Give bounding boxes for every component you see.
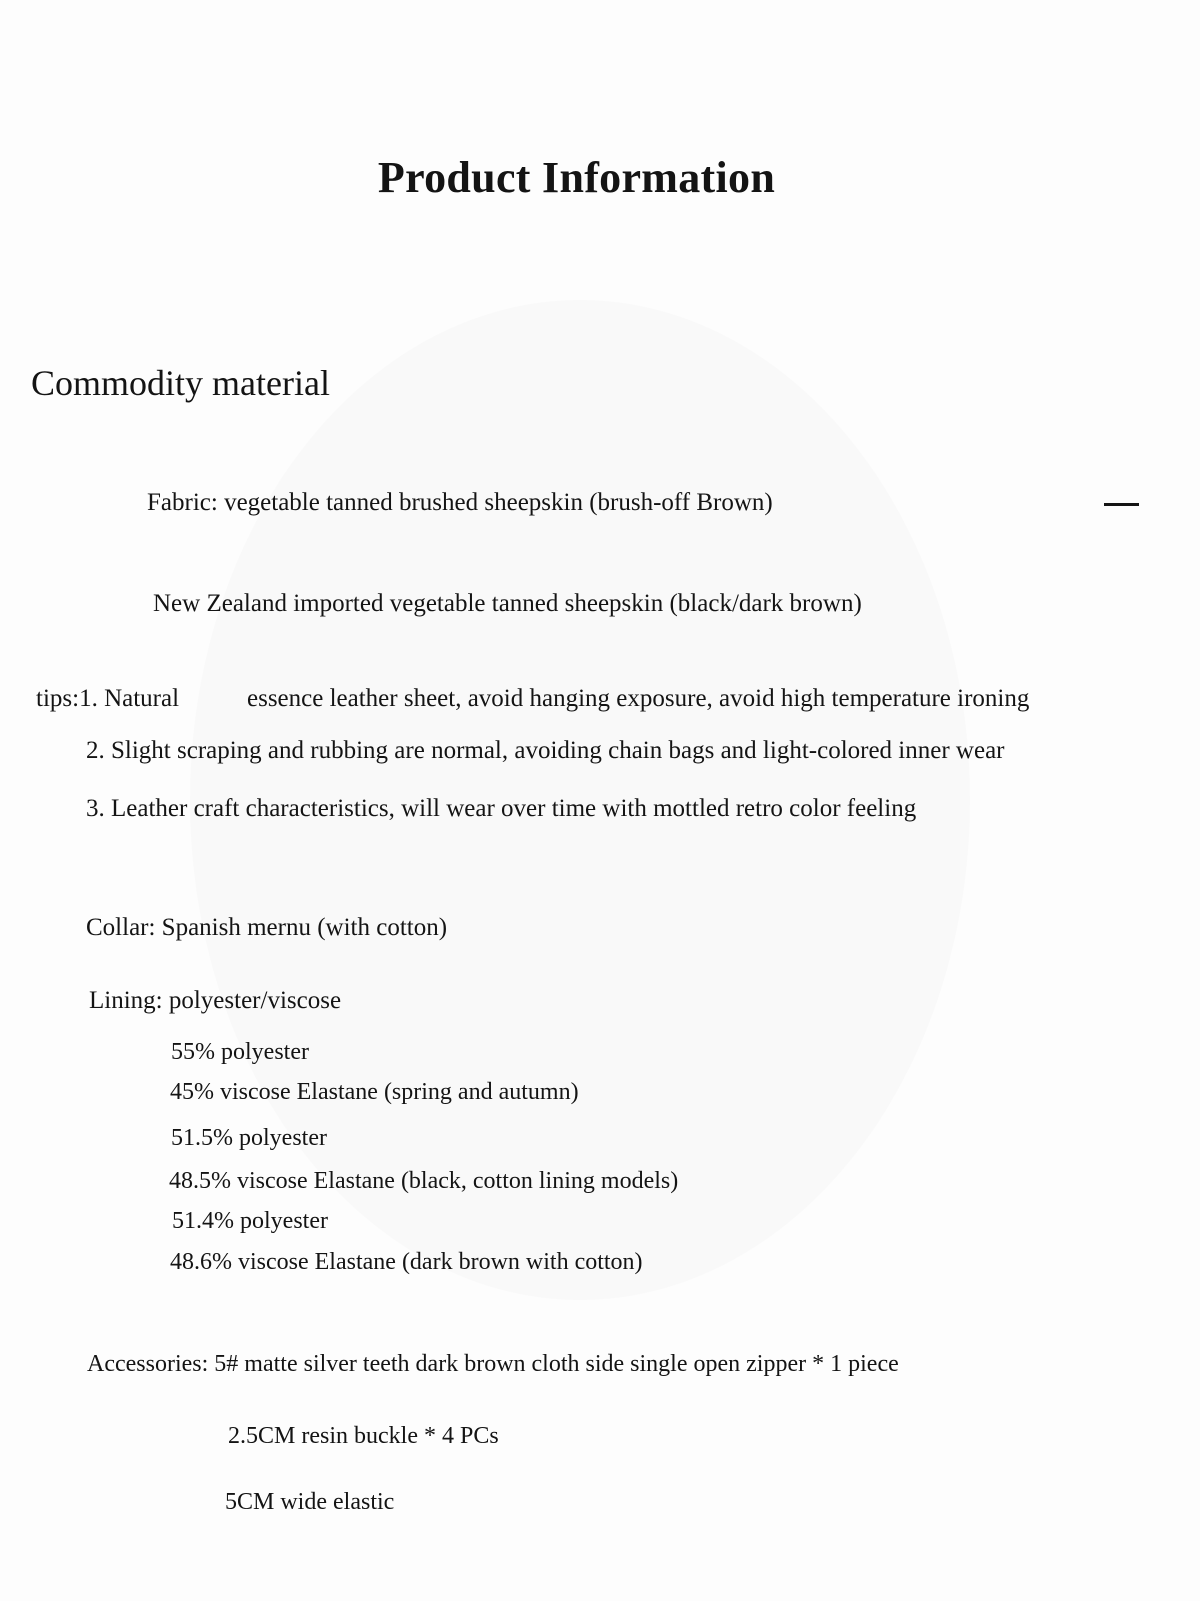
dash-mark <box>1104 503 1139 506</box>
collar-line: Collar: Spanish mernu (with cotton) <box>86 914 448 941</box>
tips-item-2: 2. Slight scraping and rubbing are normal, avoiding chain bags and light-colored inner wear <box>86 737 1005 764</box>
lining-item: 48.5% viscose Elastane (black, cotton lining models) <box>169 1168 679 1194</box>
accessories-buckle: 2.5CM resin buckle * 4 PCs <box>228 1423 499 1449</box>
lining-item: 45% viscose Elastane (spring and autumn) <box>170 1079 579 1105</box>
accessories-line: Accessories: 5# matte silver teeth dark brown cloth side single open zipper * 1 piece <box>87 1351 899 1377</box>
lining-item: 51.4% polyester <box>172 1208 328 1234</box>
lining-item: 48.6% viscose Elastane (dark brown with cotton) <box>170 1249 643 1275</box>
fabric-line: Fabric: vegetable tanned brushed sheepskin (brush-off Brown) <box>147 489 773 516</box>
accessories-elastic: 5CM wide elastic <box>225 1489 395 1515</box>
tips-item-1: essence leather sheet, avoid hanging exposure, avoid high temperature ironing <box>247 685 1030 712</box>
section-heading: Commodity material <box>31 363 330 403</box>
tips-prefix: tips:1. Natural <box>36 685 180 712</box>
page-title: Product Information <box>377 153 776 202</box>
lining-item: 55% polyester <box>171 1039 309 1065</box>
lining-label: Lining: polyester/viscose <box>89 987 342 1014</box>
fabric-origin-line: New Zealand imported vegetable tanned sheepskin (black/dark brown) <box>153 590 862 617</box>
lining-item: 51.5% polyester <box>171 1125 327 1151</box>
tips-item-3: 3. Leather craft characteristics, will wear over time with mottled retro color feeling <box>86 795 917 822</box>
